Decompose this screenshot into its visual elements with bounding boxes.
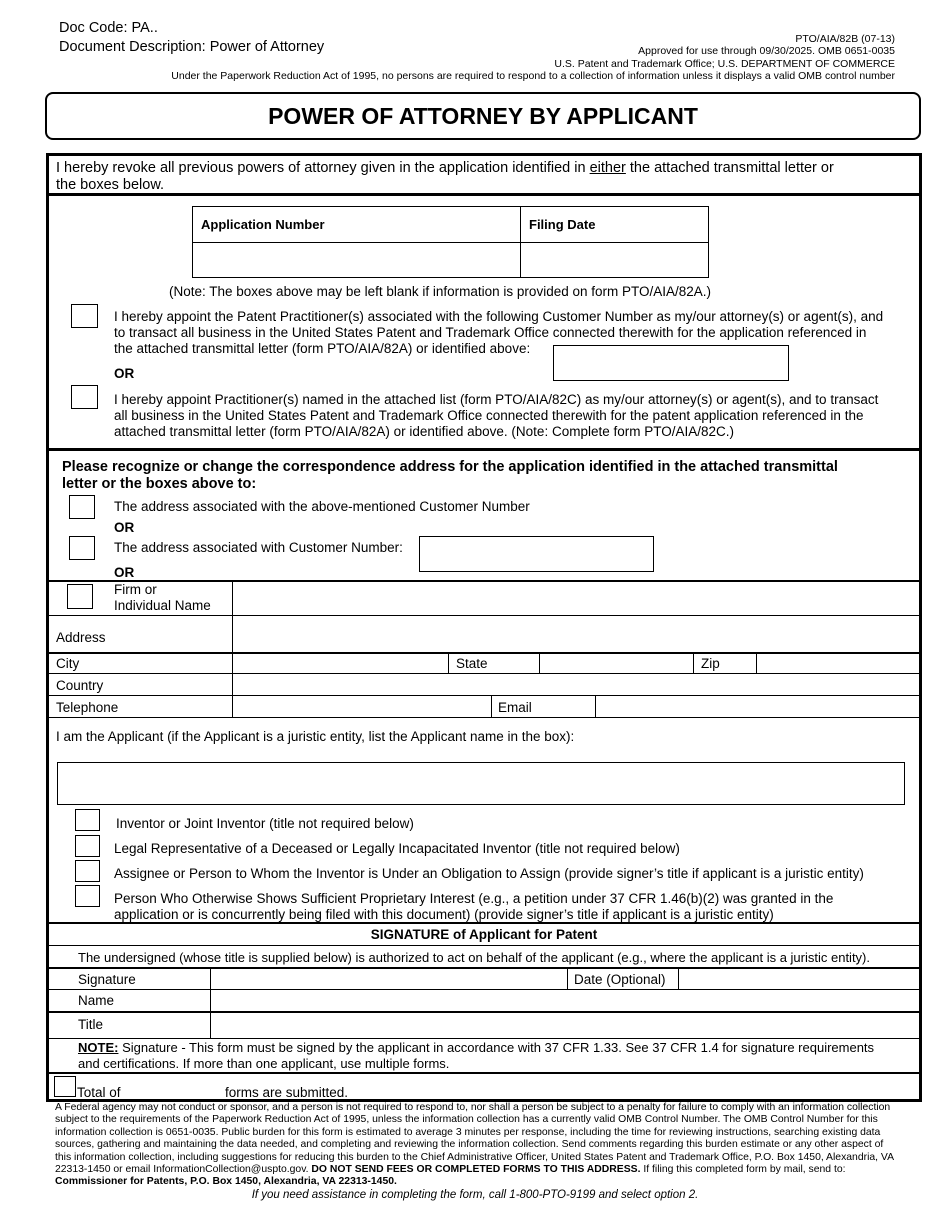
inventor-checkbox[interactable] [75,809,100,831]
note-text: Signature - This form must be signed by the applicant in accordance with 37 CFR 1.33. See 37 CFR 1.4 for signature requirements [118,1040,875,1055]
total-of-label: Total of [77,1085,121,1100]
note-label: NOTE: [78,1040,119,1055]
divider [49,717,919,718]
email-input[interactable] [597,696,919,717]
application-note: (Note: The boxes above may be left blank if information is provided on form PTO/AIA/82A.) [169,284,712,299]
appoint-option1-line: I hereby appoint the Patent Practitioner(s) associated with the following Customer Number as my/our attorney(s) or agent(s), and [114,309,884,324]
paperwork-notice: Under the Paperwork Reduction Act of 1995, no persons are required to respond to a collection of information unless it displays a valid OMB control number [171,69,895,82]
appoint-option2-line: attached transmittal letter (form PTO/AIA/82A) or identified above. (Note: Complete form PTO/AIA/82C.) [114,424,735,439]
zip-label: Zip [701,656,720,671]
doc-description: Document Description: Power of Attorney [59,39,325,55]
mail-address: Commissioner for Patents, P.O. Box 1450, Alexandria, VA 22313-1450. [55,1176,397,1188]
filing-date-label: Filing Date [529,217,596,232]
email-label: Email [498,700,532,715]
application-table [192,206,709,278]
firm-label-line: Individual Name [114,598,211,613]
total-forms-input[interactable] [143,1080,223,1100]
signature-heading: SIGNATURE of Applicant for Patent [370,927,598,942]
appoint-option2-line: I hereby appoint Practitioner(s) named in the attached list (form PTO/AIA/82C) as my/our attorney(s) or agent(s), and to transact [114,392,879,407]
field-divider [539,654,540,673]
name-input[interactable] [213,990,919,1011]
proprietary-interest-line: Person Who Otherwise Shows Sufficient Proprietary Interest (e.g., a petition under 37 CFR 1.46(b)(2) was granted in the [114,891,834,906]
title-label: Title [78,1017,104,1032]
label-column-divider [232,582,233,696]
label-column-divider [210,969,211,1038]
divider [49,945,919,946]
correspondence-option1: The address associated with the above-mentioned Customer Number [114,499,530,514]
firm-name-input[interactable] [235,583,919,614]
forms-submitted-label: forms are submitted. [225,1085,349,1100]
firm-label [114,582,211,614]
state-label: State [456,656,488,671]
applicant-option-proprietary-interest [114,891,919,923]
revoke-statement [56,160,916,194]
country-label: Country [56,678,104,693]
correspondence-customer-number-checkbox[interactable] [69,536,95,560]
signature-note [78,1040,918,1072]
appoint-option1-text [114,309,919,357]
state-input[interactable] [541,654,692,673]
address-input[interactable] [235,617,919,651]
table-divider [193,242,708,243]
firm-name-checkbox[interactable] [67,584,93,609]
applicant-name-input[interactable] [57,762,905,805]
appoint-option2-line: all business in the United States Patent and Trademark Office connected therewith for the patent application referenced in the [114,408,864,423]
field-divider [567,969,568,989]
correspondence-heading-line: Please recognize or change the correspondence address for the application identified in the attached transmittal [62,459,838,475]
country-input[interactable] [235,674,919,695]
correspondence-above-customer-checkbox[interactable] [69,495,95,519]
city-label: City [56,656,80,671]
undersigned-statement: The undersigned (whose title is supplied below) is authorized to act on behalf of the applicant (e.g., where the applicant is a juristic entity). [78,950,870,965]
form-number: PTO/AIA/82B (07-13) [795,33,895,45]
divider [49,193,919,196]
appoint-attached-list-checkbox[interactable] [71,385,98,409]
footer-burden-statement [55,1102,895,1189]
revoke-text-line2: the boxes below. [56,177,165,193]
telephone-input[interactable] [235,696,489,717]
signature-input[interactable] [213,969,566,989]
telephone-label: Telephone [56,700,119,715]
filing-date-input[interactable] [523,244,707,277]
field-divider [491,696,492,717]
signature-label: Signature [78,972,136,987]
address-label: Address [56,630,106,645]
date-label: Date (Optional) [574,972,666,987]
total-forms-checkbox[interactable] [54,1076,76,1097]
correspondence-heading-line: letter or the boxes above to: [62,476,257,492]
do-not-send-text: DO NOT SEND FEES OR COMPLETED FORMS TO THIS ADDRESS. [311,1164,641,1176]
title-input[interactable] [213,1013,919,1038]
revoke-text-part2: the attached transmittal letter or [625,160,834,176]
name-label: Name [78,993,115,1008]
revoke-text-part1: I hereby revoke all previous powers of attorney given in the application identified in [56,160,590,176]
or-label: OR [114,366,135,381]
field-divider [678,969,679,989]
correspondence-customer-number-input[interactable] [419,536,654,572]
doc-code: Doc Code: PA.. [59,20,158,36]
field-divider [595,696,596,717]
form-title: POWER OF ATTORNEY BY APPLICANT [45,92,921,140]
divider [49,1038,919,1039]
date-input[interactable] [680,969,919,989]
burden-text: A Federal agency may not conduct or sponsor, and a person is not required to respond to, nor shall a person be subject to a penalty for failure to comply with an information collection subject to the requirements of the Paperwork Reduction Act of 1995, unless the information collection has a currently valid OMB Control Number. The OMB Control Number for this information collection is 0651-0035. Public burden for this form is estimated to average 3 minutes per response, including the time for reviewing instructions, searching existing data sources, gathering and maintaining the data needed, and completing and reviewing the information collection. Send comments regarding this burden estimate or any other aspect of this information collection, including suggestions for reducing this burden to the Chief Administrative Officer, United States Patent and Trademark Office, P.O. Box 1450, Alexandria, VA 22313-1450 or email InformationCollection@uspto.gov. [55,1102,894,1176]
or-label: OR [114,565,135,580]
proprietary-interest-checkbox[interactable] [75,885,100,907]
field-divider [693,654,694,673]
field-divider [448,654,449,673]
divider [49,615,919,616]
divider [49,922,919,924]
appoint-option1-line: to transact all business in the United States Patent and Trademark Office connected therewith for the application referenced in [114,325,867,340]
correspondence-heading [62,459,917,493]
agency-text: U.S. Patent and Trademark Office; U.S. DEPARTMENT OF COMMERCE [554,57,895,70]
applicant-option-legal-representative: Legal Representative of a Deceased or Legally Incapacitated Inventor (title not required below) [114,841,680,856]
applicant-option-inventor: Inventor or Joint Inventor (title not required below) [116,816,414,831]
customer-number-input[interactable] [553,345,789,381]
form-frame [46,153,922,1102]
legal-representative-checkbox[interactable] [75,835,100,857]
appoint-option2-text [114,392,919,440]
divider [49,448,919,451]
mail-text: If filing this completed form by mail, send to: [640,1164,846,1176]
divider [49,1072,919,1074]
zip-input[interactable] [758,654,919,673]
applicant-option-assignee: Assignee or Person to Whom the Inventor is Under an Obligation to Assign (provide signer’s title if applicant is a juristic entity) [114,866,864,881]
proprietary-interest-line: application or is concurrently being filed with this document) (provide signer’s title if applicant is a juristic entity) [114,907,774,922]
or-label: OR [114,520,135,535]
firm-label-line: Firm or [114,582,157,597]
application-number-input[interactable] [197,244,518,277]
appoint-option1-line: the attached transmittal letter (form PTO/AIA/82A) or identified above: [114,341,531,356]
approval-text: Approved for use through 09/30/2025. OMB 0651-0035 [638,45,895,58]
assignee-checkbox[interactable] [75,860,100,882]
revoke-either: either [589,160,626,176]
header-right [171,33,895,82]
appoint-customer-number-checkbox[interactable] [71,304,98,328]
correspondence-option2: The address associated with Customer Number: [114,540,403,555]
application-number-label: Application Number [201,217,325,232]
city-input[interactable] [235,654,447,673]
label-column-divider [232,696,233,717]
applicant-statement: I am the Applicant (if the Applicant is a juristic entity, list the Applicant name in the box): [56,729,575,744]
assistance-line: If you need assistance in completing the form, call 1-800-PTO-9199 and select option 2. [251,1189,699,1201]
field-divider [756,654,757,673]
note-text: and certifications. If more than one applicant, use multiple forms. [78,1056,450,1071]
